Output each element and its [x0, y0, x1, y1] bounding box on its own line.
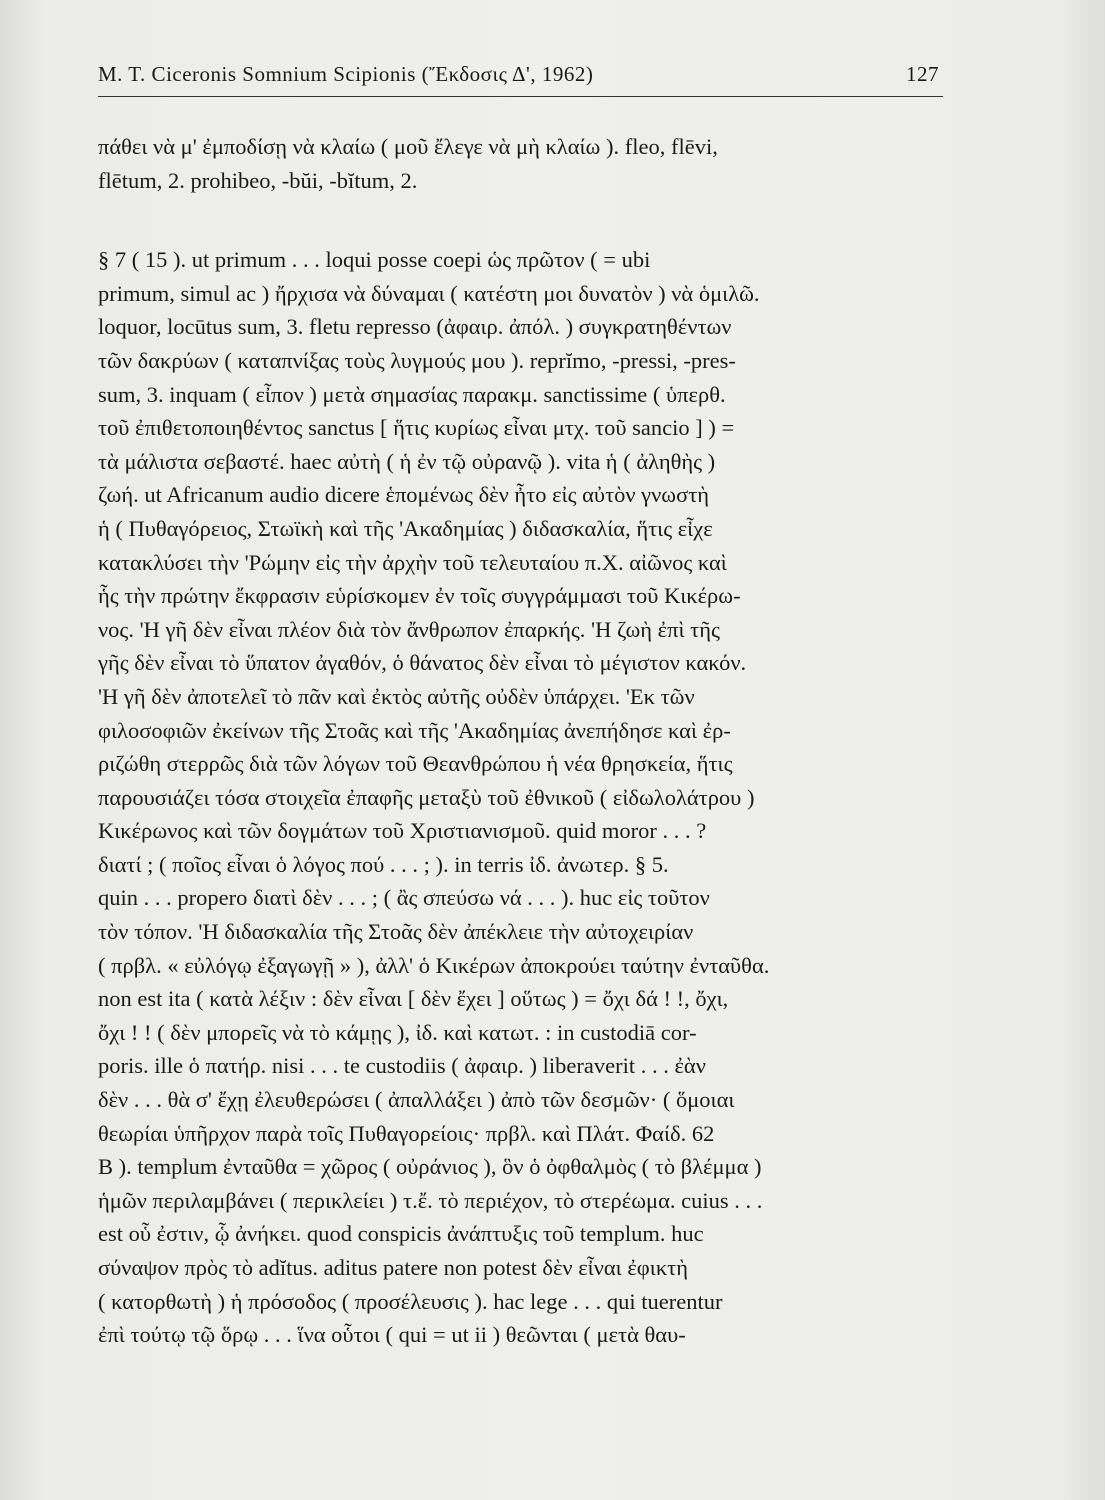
text-line: poris. ille ὁ πατήρ. nisi . . . te custodiis ( ἀφαιρ. ) liberaverit . . . ἐὰν: [98, 1053, 706, 1079]
text-line: Β ). templum ἐνταῦθα = χῶρος ( οὐράνιος ), ὃν ὁ ὀφθαλμὸς ( τὸ βλέμμα ): [98, 1154, 762, 1180]
text-line: 'Η γῆ δὲν ἀποτελεῖ τὸ πᾶν καὶ ἐκτὸς αὐτῆς οὐδὲν ὑπάρχει. 'Εκ τῶν: [98, 683, 695, 709]
text-line: quin . . . propero διατὶ δὲν . . . ; ( ἂς σπεύσω νά . . . ). huc εἰς τοῦτον: [98, 885, 710, 911]
text-line: loquor, locūtus sum, 3. fletu represso (ἀφαιρ. ἀπόλ. ) συγκρατηθέντων: [98, 314, 732, 340]
text-line: τῶν δακρύων ( καταπνίξας τοὺς λυγμούς μου ). reprĭmo, -pressi, -pres-: [98, 347, 736, 373]
text-line: θεωρίαι ὑπῆρχον παρὰ τοῖς Πυθαγορείοις· πρβλ. καὶ Πλάτ. Φαίδ. 62: [98, 1120, 715, 1146]
text-line: sum, 3. inquam ( εἶπον ) μετὰ σημασίας παρακμ. sanctissime ( ὑπερθ.: [98, 381, 726, 407]
text-line: τὰ μάλιστα σεβαστέ. haec αὐτὴ ( ἡ ἐν τῷ οὐρανῷ ). vita ἡ ( ἀληθὴς ): [98, 448, 716, 474]
text-line: ( πρβλ. « εὐλόγῳ ἐξαγωγῇ » ), ἀλλ' ὁ Κικέρων ἀποκρούει ταύτην ἐνταῦθα.: [98, 952, 770, 978]
text-line: δὲν . . . θὰ σ' ἔχῃ ἐλευθερώσει ( ἀπαλλάξει ) ἀπὸ τῶν δεσμῶν· ( ὅμοιαι: [98, 1087, 735, 1113]
paragraph-gap: [98, 197, 946, 243]
text-line: γῆς δὲν εἶναι τὸ ὕπατον ἀγαθόν, ὁ θάνατος δὲν εἶναι τὸ μέγιστον κακόν.: [98, 650, 747, 676]
text-line: ὄχι ! ! ( δὲν μπορεῖς νὰ τὸ κάμῃς ), ἰδ. καὶ κατωτ. : in custodiā cor-: [98, 1019, 697, 1045]
text-line: ἐπὶ τούτῳ τῷ ὅρῳ . . . ἵνα οὗτοι ( qui = ut ii ) θεῶνται ( μετὰ θαυ-: [98, 1322, 686, 1348]
text-line: § 7 ( 15 ). ut primum . . . loqui posse coepi ὡς πρῶτον ( = ubi: [98, 247, 651, 273]
text-line: ζωή. ut Africanum audio dicere ἑπομένως δὲν ἦτο εἰς αὐτὸν γνωστὴ: [98, 482, 710, 508]
text-line: φιλοσοφιῶν ἐκείνων τῆς Στοᾶς καὶ τῆς 'Ακαδημίας ἀνεπήδησε καὶ ἐρ-: [98, 717, 731, 743]
text-line: παρουσιάζει τόσα στοιχεῖα ἐπαφῆς μεταξὺ τοῦ ἐθνικοῦ ( εἰδωλολάτρου ): [98, 784, 755, 810]
commentary-text: [98, 130, 946, 1352]
text-line: ριζώθη στερρῶς διὰ τῶν λόγων τοῦ Θεανθρώπου ἡ νέα θρησκεία, ἥτις: [98, 751, 733, 777]
page-number: 127: [906, 62, 939, 86]
text-line: τοῦ ἐπιθετοποιηθέντος sanctus [ ἥτις κυρίως εἶναι μτχ. τοῦ sancio ] ) =: [98, 415, 735, 441]
text-line: σύναψον πρὸς τὸ adĭtus. aditus patere non potest δὲν εἶναι ἐφικτὴ: [98, 1255, 688, 1280]
text-line: πάθει νὰ μ' ἐμποδίσῃ νὰ κλαίω ( μοῦ ἔλεγε νὰ μὴ κλαίω ). fleo, flēvi,: [98, 134, 718, 159]
running-title: M. T. Ciceronis Somnium Scipionis (Ἔκδοσις Δ', 1962): [98, 62, 594, 86]
text-line: primum, simul ac ) ἤρχισα νὰ δύναμαι ( κατέστη μοι δυνατὸν ) νὰ ὁμιλῶ.: [98, 280, 760, 306]
page-header: [98, 58, 943, 92]
text-line: κατακλύσει τὴν 'Ρώμην εἰς τὴν ἀρχὴν τοῦ τελευταίου π.Χ. αἰῶνος καὶ: [98, 549, 727, 575]
text-line: est οὗ ἐστιν, ᾧ ἀνήκει. quod conspicis ἀνάπτυξις τοῦ templum. huc: [98, 1221, 704, 1247]
text-line: ἡμῶν περιλαμβάνει ( περικλείει ) τ.ἔ. τὸ περιέχον, τὸ στερέωμα. cuius . . .: [98, 1187, 763, 1213]
text-line: non est ita ( κατὰ λέξιν : δὲν εἶναι [ δὲν ἔχει ] οὕτως ) = ὄχι δά ! !, ὄχι,: [98, 986, 729, 1012]
text-line: τὸν τόπον. 'Η διδασκαλία τῆς Στοᾶς δὲν ἀπέκλειε τὴν αὐτοχειρίαν: [98, 919, 694, 945]
text-line: διατί ; ( ποῖος εἶναι ὁ λόγος πού . . . ; ). in terris ἰδ. ἀνωτερ. § 5.: [98, 851, 669, 877]
text-line: ( κατορθωτὴ ) ἡ πρόσοδος ( προσέλευσις ). hac lege . . . qui tuerentur: [98, 1288, 723, 1314]
header-rule: [98, 96, 943, 97]
text-line: flētum, 2. prohibeo, -bŭi, -bĭtum, 2.: [98, 167, 418, 193]
text-line: Κικέρωνος καὶ τῶν δογμάτων τοῦ Χριστιανισμοῦ. quid moror . . . ?: [98, 818, 707, 844]
text-line: ἧς τὴν πρώτην ἔκφρασιν εὑρίσκομεν ἐν τοῖς συγγράμμασι τοῦ Κικέρω-: [98, 583, 741, 609]
text-line: νος. 'Η γῆ δὲν εἶναι πλέον διὰ τὸν ἄνθρωπον ἐπαρκής. 'Η ζωὴ ἐπὶ τῆς: [98, 616, 720, 642]
paragraph-2: [98, 243, 946, 1352]
paragraph-1: [98, 130, 946, 197]
text-line: ἡ ( Πυθαγόρειος, Στωϊκὴ καὶ τῆς 'Ακαδημίας ) διδασκαλία, ἥτις εἶχε: [98, 515, 713, 541]
